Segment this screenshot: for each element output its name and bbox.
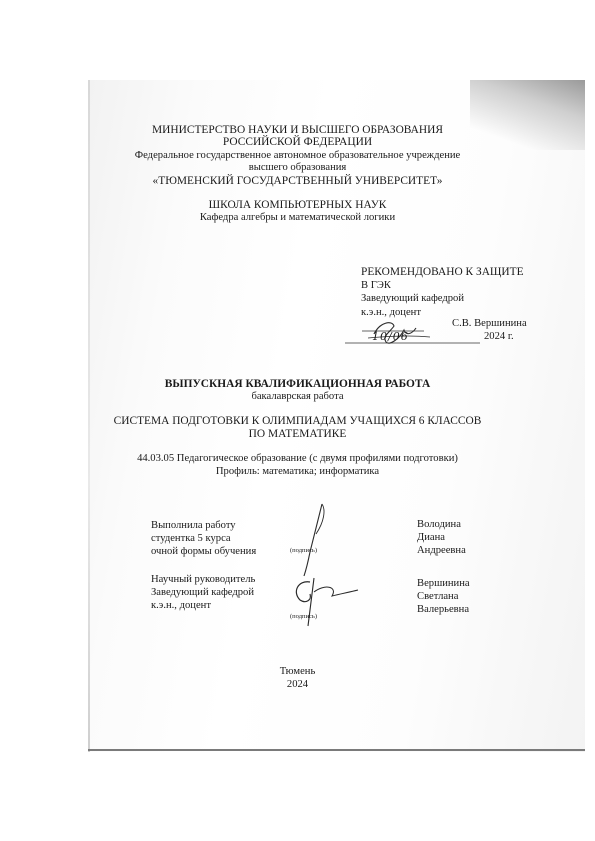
supervisor-surname: Вершинина — [417, 578, 470, 589]
author-surname: Володина — [417, 519, 461, 530]
city: Тюмень — [279, 666, 316, 677]
institution-type-line-1: Федеральное государственное автономное образовательное учреждение — [134, 150, 461, 161]
university-name: «ТЮМЕНСКИЙ ГОСУДАРСТВЕННЫЙ УНИВЕРСИТЕТ» — [152, 175, 443, 187]
work-type: ВЫПУСКНАЯ КВАЛИФИКАЦИОННАЯ РАБОТА — [164, 378, 431, 390]
work-title-line-1: СИСТЕМА ПОДГОТОВКИ К ОЛИМПИАДАМ УЧАЩИХСЯ 6 КЛАССОВ — [113, 415, 482, 427]
specialty: 44.03.05 Педагогическое образование (с двумя профилями подготовки) — [137, 453, 458, 464]
work-title-line-2: ПО МАТЕМАТИКЕ — [248, 428, 347, 440]
author-label-3: очной формы обучения — [151, 546, 257, 557]
supervisor-name: Светлана — [417, 591, 459, 602]
author-patronymic: Андреевна — [417, 545, 466, 556]
supervisor-signature — [288, 570, 368, 630]
author-label-2: студентка 5 курса — [151, 533, 231, 544]
author-label-1: Выполнила работу — [151, 520, 236, 531]
approval-line-4: к.э.н., доцент — [361, 307, 421, 318]
approval-line-1: РЕКОМЕНДОВАНО К ЗАЩИТЕ — [361, 266, 524, 278]
department-name: Кафедра алгебры и математической логики — [199, 212, 396, 223]
approval-line-3: Заведующий кафедрой — [361, 293, 465, 304]
approval-year: 2024 г. — [484, 331, 514, 342]
institution-type-line-2: высшего образования — [248, 162, 347, 173]
approval-signer: С.В. Вершинина — [452, 318, 527, 329]
approval-date-line — [345, 330, 485, 344]
supervisor-signature-caption: (подпись) — [290, 613, 317, 620]
ministry-line-1: МИНИСТЕРСТВО НАУКИ И ВЫСШЕГО ОБРАЗОВАНИЯ — [152, 124, 443, 136]
author-signature — [292, 500, 342, 580]
approval-line-2: В ГЭК — [361, 280, 391, 291]
year: 2024 — [286, 679, 309, 690]
work-level: бакалаврская работа — [251, 391, 344, 402]
handwritten-date: 10/06 — [372, 330, 409, 343]
ministry-line-2: РОССИЙСКОЙ ФЕДЕРАЦИИ — [222, 136, 373, 148]
supervisor-label-1: Научный руководитель — [151, 574, 256, 585]
school-name: ШКОЛА КОМПЬЮТЕРНЫХ НАУК — [208, 199, 387, 211]
supervisor-label-2: Заведующий кафедрой — [151, 587, 255, 598]
author-signature-caption: (подпись) — [290, 547, 317, 554]
author-name: Диана — [417, 532, 445, 543]
supervisor-label-3: к.э.н., доцент — [151, 600, 211, 611]
scan-bottom-edge — [88, 749, 585, 751]
profile: Профиль: математика; информатика — [215, 466, 380, 477]
supervisor-patronymic: Валерьевна — [417, 604, 470, 615]
